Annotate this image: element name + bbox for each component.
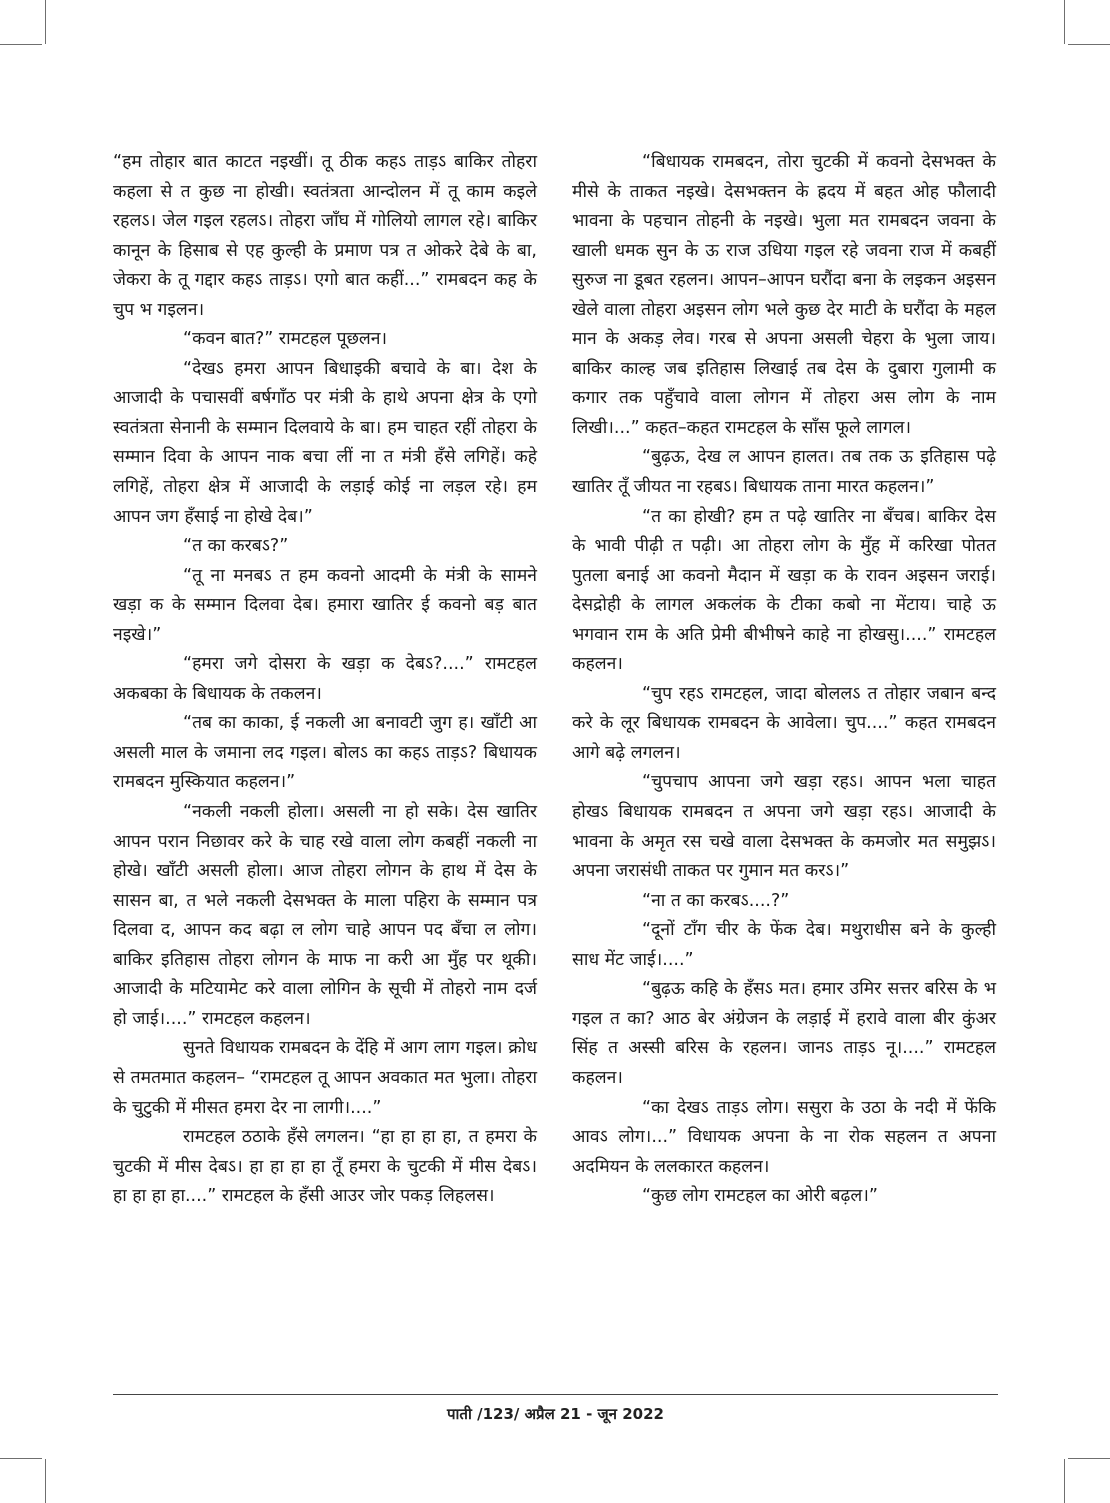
paragraph: “त का करबऽ?” — [183, 536, 289, 557]
paragraph: “कुछ लोग रामटहल का ओरी बढ़ल।” — [642, 1186, 878, 1207]
crop-mark-top-left — [45, 0, 46, 44]
paragraph: “ना त का करबऽ....?” — [642, 890, 790, 911]
right-text-column — [572, 148, 996, 1212]
paragraph: “बुढ़ऊ, देख ल आपन हालत। तब तक ऊ इतिहास पढ़े खातिर तूँ जीयत ना रहबऽ। बिधायक ताना मारत कहलन।” — [572, 447, 996, 498]
crop-mark-bottom-right — [1064, 1459, 1065, 1503]
paragraph: “नकली नकली होला। असली ना हो सके। देस खातिर आपन परान निछावर करे के चाह रखे वाला लोग कबहीं नकली ना होखे। खाँटी असली होला। आज तोहरा लोगन के हाथ में देस के सासन बा, त भले नकली देसभक्त के माला पहिरा के सम्मान पत्र दिलवा द, आपन कद बढ़ा ल लोग चाहे आपन पद बँचा ल लोग। बाकिर इतिहास तोहरा लोगन के माफ ना करी आ मुँह पर थूकी। आजादी के मटियामेट करे वाला लोगिन के सूची में तोहरो नाम दर्ज हो जाई।....” रामटहल कहलन। — [113, 802, 537, 1029]
crop-mark-top-left-horizontal — [0, 44, 42, 45]
paragraph: “हमरा जगे दोसरा के खड़ा क देबऽ?....” रामटहल अकबका के बिधायक के तकलन। — [113, 654, 537, 704]
paragraph: “चुप रहऽ रामटहल, जादा बोललऽ त तोहार जबान बन्द करे के लूर बिधायक रामबदन के आवेला। चुप....” कहत रामबदन आगे बढ़े लगलन। — [572, 683, 996, 763]
crop-mark-top-right — [1064, 0, 1065, 44]
paragraph: “कवन बात?” रामटहल पूछलन। — [183, 329, 388, 350]
crop-mark-bottom-right-horizontal — [1068, 1458, 1110, 1459]
paragraph: रामटहल ठठाके हँसे लगलन। “हा हा हा हा, त हमरा के चुटकी में मीस देबऽ। हा हा हा हा तूँ हमरा के चुटकी में मीस देबऽ। हा हा हा हा....” रामटहल के हँसी आउर जोर पकड़ लिहलस। — [113, 1127, 537, 1207]
paragraph: “त का होखी? हम त पढ़े खातिर ना बँचब। बाकिर देस के भावी पीढ़ी त पढ़ी। आ तोहरा लोग के मुँह में करिखा पोतत पुतला बनाई आ कवनो मैदान में खड़ा क के रावन अइसन जराई। देसद्रोही के लागल अकलंक के टीका कबो ना मेंटाय। चाहे ऊ भगवान राम के अति प्रेमी बीभीषने काहे ना होखसु।....” रामटहल कहलन। — [572, 506, 996, 675]
left-text-column — [113, 148, 537, 1212]
crop-mark-bottom-left-horizontal — [0, 1458, 42, 1459]
paragraph: “तब का काका, ई नकली आ बनावटी जुग ह। खाँटी आ असली माल के जमाना लद गइल। बोलऽ का कहऽ ताड़ऽ? बिधायक रामबदन मुस्कियात कहलन।” — [113, 713, 537, 793]
paragraph: सुनते विधायक रामबदन के देंहि में आग लाग गइल। क्रोध से तमतमात कहलन– “रामटहल तू आपन अवकात मत भुला। तोहरा के चुटुकी में मीसत हमरा देर ना लागी।....” — [113, 1038, 537, 1118]
paragraph: “हम तोहार बात काटत नइखीं। तू ठीक कहऽ ताड़ऽ बाकिर तोहरा कहला से त कुछ ना होखी। स्वतंत्रता आन्दोलन में तू काम कइले रहलऽ। जेल गइल रहलऽ। तोहरा जाँघ में गोलियो लागल रहे। बाकिर कानून के हिसाब से एह कुल्ही के प्रमाण पत्र त ओकरे देबे के बा, जेकरा के तू गद्दार कहऽ ताड़ऽ। एगो बात कहीं...” रामबदन कह के चुप भ गइलन। — [113, 152, 537, 320]
paragraph: “दूनों टाँग चीर के फेंक देब। मथुराधीस बने के कुल्ही साध मेंट जाई।....” — [572, 920, 996, 970]
crop-mark-top-right-horizontal — [1068, 44, 1110, 45]
paragraph: “बिधायक रामबदन, तोरा चुटकी में कवनो देसभक्त के मीसे के ताकत नइखे। देसभक्तन के ह्रदय में बहत ओह फौलादी भावना के पहचान तोहनी के नइखे। भुला मत रामबदन जवना के खाली धमक सुन के ऊ राज उधिया गइल रहे जवना राज में कबहीं सुरुज ना डूबत रहलन। आपन–आपन घरौंदा बना के लइकन अइसन खेले वाला तोहरा अइसन लोग भले कुछ देर माटी के घरौंदा के महल मान के अकड़ लेव। गरब से अपना असली चेहरा के भुला जाय। बाकिर काल्ह जब इतिहास लिखाई तब देस के दुबारा गुलामी क कगार तक पहुँचावे वाला लोगन में तोहरा अस लोग के नाम लिखी।...” कहत–कहत रामटहल के साँस फूले लागल। — [572, 152, 996, 438]
footer-divider — [113, 1394, 998, 1395]
page-footer: पाती /123/ अप्रैल 21 - जून 2022 — [447, 1405, 664, 1423]
paragraph: “का देखऽ ताड़ऽ लोग। ससुरा के उठा के नदी में फेंकि आवऽ लोग।...” विधायक अपना के ना रोक सहलन त अपना अदमियन के ललकारत कहलन। — [572, 1097, 996, 1177]
paragraph: “बुढ़ऊ कहि के हँसऽ मत। हमार उमिर सत्तर बरिस के भ गइल त का? आठ बेर अंग्रेजन के लड़ाई में हरावे वाला बीर कुंअर सिंह त अस्सी बरिस के रहलन। जानऽ ताड़ऽ नू।....” रामटहल कहलन। — [572, 979, 996, 1088]
paragraph: “चुपचाप आपना जगे खड़ा रहऽ। आपन भला चाहत होखऽ बिधायक रामबदन त अपना जगे खड़ा रहऽ। आजादी के भावना के अमृत रस चखे वाला देसभक्त के कमजोर मत समुझऽ। अपना जरासंधी ताकत पर गुमान मत करऽ।” — [572, 772, 996, 882]
crop-mark-bottom-left — [45, 1459, 46, 1503]
paragraph: “देखऽ हमरा आपन बिधाइकी बचावे के बा। देश के आजादी के पचासवीं बर्षगाँठ पर मंत्री के हाथे अपना क्षेत्र के एगो स्वतंत्रता सेनानी के सम्मान दिलवाये के बा। हम चाहत रहीं तोहरा के सम्मान दिवा के आपन नाक बचा लीं ना त मंत्री हँसे लगिहें। कहे लगिहें, तोहरा क्षेत्र में आजादी के लड़ाई कोई ना लड़ल रहे। हम आपन जग हँसाई ना होखे देब।” — [113, 358, 537, 527]
paragraph: “तू ना मनबऽ त हम कवनो आदमी के मंत्री के सामने खड़ा क के सम्मान दिलवा देब। हमारा खातिर ई कवनो बड़ बात नइखे।” — [113, 565, 537, 645]
